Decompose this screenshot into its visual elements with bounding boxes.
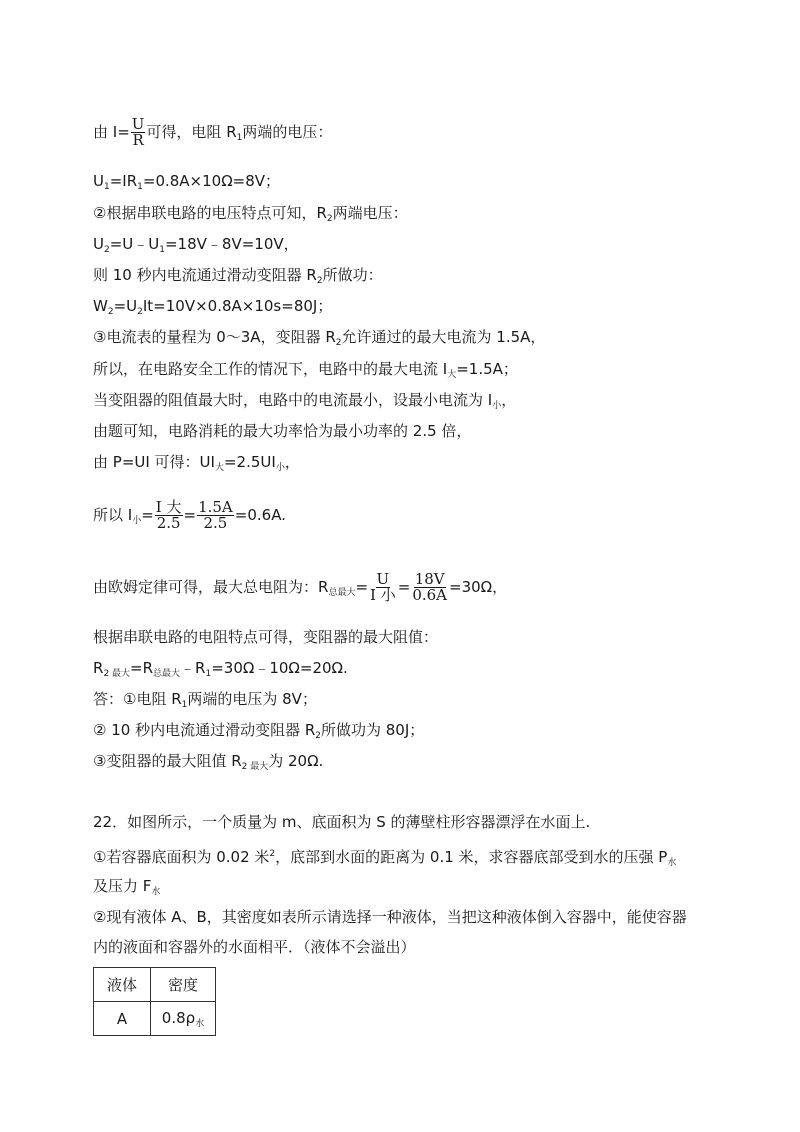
text: 两端的电压为 8V； xyxy=(187,690,317,708)
subscript: 1 xyxy=(159,245,165,255)
fraction-numerator: U xyxy=(376,570,390,588)
fraction-1-5a-over-2-5 xyxy=(197,500,234,531)
question-22-title xyxy=(93,812,590,832)
text-line-8 xyxy=(93,359,518,385)
text-line-3 xyxy=(93,203,408,229)
subscript: 2 xyxy=(315,731,321,741)
text: =2.5UI xyxy=(223,453,276,471)
text-line-2 xyxy=(93,171,280,197)
text: ﹣R xyxy=(180,659,206,677)
text: = xyxy=(141,506,154,524)
text: 0.8ρ xyxy=(161,1008,196,1027)
table-row xyxy=(94,1002,216,1036)
text-line-10 xyxy=(93,421,471,441)
text: 根据串联电路的电阻特点可得，变阻器的最大阻值： xyxy=(93,628,439,646)
text: 可得，电阻 R xyxy=(146,123,237,141)
subscript: 大 xyxy=(447,370,457,380)
subscript: 2 xyxy=(326,214,333,224)
text: 内的液面和容器外的水面相平．（液体不会溢出） xyxy=(93,938,416,956)
text: =R xyxy=(130,659,154,677)
fraction-u-over-imin xyxy=(369,572,397,603)
table-cell xyxy=(151,1002,216,1036)
text: 所做功： xyxy=(322,266,383,284)
text: 所以，在电路安全工作的情况下，电路中的最大电流 I xyxy=(93,360,448,378)
liquid-density-table xyxy=(93,967,216,1036)
text: =U﹣U xyxy=(109,235,160,253)
text-line-7 xyxy=(93,327,545,353)
subscript: 2 xyxy=(316,276,323,286)
subscript: 2 最大 xyxy=(103,669,131,679)
subscript: 1 xyxy=(236,133,243,143)
text-line-9 xyxy=(93,390,516,416)
subscript: 总最大 xyxy=(153,669,181,679)
subscript: 2 xyxy=(335,338,342,348)
text: 当变阻器的阻值最大时，电路中的电流最小，设最小电流为 I xyxy=(93,391,493,409)
text: It=10V×0.8A×10s=80J； xyxy=(142,297,333,315)
text-line-14 xyxy=(93,627,438,647)
subscript: 水 xyxy=(195,1018,205,1029)
text: ③变阻器的最大阻值 R xyxy=(93,752,242,770)
subscript: 1 xyxy=(137,182,143,192)
text: =30Ω﹣10Ω=20Ω. xyxy=(211,659,348,677)
text: ②现有液体 A、B，其密度如表所示请选择一种液体，当把这种液体倒入容器中，能使容器 xyxy=(93,908,687,926)
subscript: 1 xyxy=(205,669,212,679)
subscript: 水 xyxy=(151,887,161,897)
fraction-denominator: 2.5 xyxy=(203,514,228,532)
fraction-numerator: U xyxy=(131,115,145,133)
text: 所做功为 80J； xyxy=(321,721,425,739)
table-header-row xyxy=(94,968,216,1002)
text-line-12 xyxy=(93,500,286,531)
text-line-11 xyxy=(93,452,300,478)
fraction-numerator: I 大 xyxy=(155,498,182,516)
subscript: 小 xyxy=(132,516,142,526)
text: 则 10 秒内电流通过滑动变阻器 R xyxy=(93,266,317,284)
text: 22．如图所示，一个质量为 m、底面积为 S 的薄壁柱形容器漂浮在水面上. xyxy=(93,813,591,831)
subscript: 大 xyxy=(214,463,224,473)
text-line-15 xyxy=(93,658,348,684)
text-line-23 xyxy=(93,937,416,957)
text: W xyxy=(93,297,108,315)
text-line-6 xyxy=(93,296,332,322)
text-line-21 xyxy=(93,876,160,902)
text: =0.8A×10Ω=8V； xyxy=(142,172,281,190)
subscript: 2 xyxy=(137,307,143,317)
subscript: 1 xyxy=(181,700,188,710)
text-line-20 xyxy=(93,844,676,873)
text: =IR xyxy=(109,172,138,190)
table-cell: A xyxy=(94,1002,151,1036)
fraction-numerator: 1.5A xyxy=(198,498,233,516)
table-header-cell: 液体 xyxy=(94,968,151,1002)
fraction-denominator: R xyxy=(132,131,144,149)
text: 及压力 F xyxy=(93,877,152,895)
text-line-16 xyxy=(93,689,317,715)
fraction-u-over-r xyxy=(131,117,146,148)
subscript: 2 最大 xyxy=(241,762,269,772)
fraction-imax-over-2-5 xyxy=(155,500,183,531)
text-line-4 xyxy=(93,234,299,260)
text-line-22 xyxy=(93,907,687,927)
text: ， xyxy=(284,453,300,471)
text: ，底部到水面的距离为 0.1 米，求容器底部受到水的压强 P xyxy=(275,848,668,866)
text: =30Ω， xyxy=(449,578,508,596)
text: =18V﹣8V=10V， xyxy=(164,235,299,253)
text: =0.6A. xyxy=(234,506,286,524)
subscript: 总最大 xyxy=(328,588,356,598)
text: 答：①电阻 R xyxy=(93,690,182,708)
text: =1.5A； xyxy=(456,360,518,378)
subscript: 2 xyxy=(103,245,110,255)
text-line-1 xyxy=(93,117,332,148)
text: ③电流表的量程为 0～3A，变阻器 R xyxy=(93,328,336,346)
superscript: 2 xyxy=(269,849,276,859)
fraction-denominator: I 小 xyxy=(370,586,396,604)
text: 由题可知，电路消耗的最大功率恰为最小功率的 2.5 倍， xyxy=(93,422,472,440)
fraction-denominator: 0.6A xyxy=(412,586,447,604)
text: 由 I= xyxy=(93,123,130,141)
table-header-cell: 密度 xyxy=(151,968,216,1002)
text: =U xyxy=(113,297,138,315)
text: 两端的电压： xyxy=(242,123,333,141)
subscript: 1 xyxy=(103,182,110,192)
subscript: 水 xyxy=(667,858,677,868)
text-line-13 xyxy=(93,572,507,603)
text-line-17 xyxy=(93,720,424,746)
subscript: 小 xyxy=(275,463,285,473)
text: 由欧姆定律可得，最大总电阻为：R xyxy=(93,578,329,596)
text: U xyxy=(93,235,104,253)
text: ② 10 秒内电流通过滑动变阻器 R xyxy=(93,721,316,739)
fraction-numerator: 18V xyxy=(414,570,445,588)
fraction-18v-over-0-6a xyxy=(411,572,448,603)
text: = xyxy=(183,506,197,524)
text-line-18 xyxy=(93,751,323,777)
text: ②根据串联电路的电压特点可知，R xyxy=(93,204,327,222)
text: = xyxy=(397,578,411,596)
text-line-5 xyxy=(93,265,383,291)
subscript: 2 xyxy=(107,307,114,317)
fraction-denominator: 2.5 xyxy=(156,514,181,532)
text: 所以 I xyxy=(93,506,133,524)
text: 由 P=UI 可得：UI xyxy=(93,453,215,471)
text: 允许通过的最大电流为 1.5A， xyxy=(341,328,546,346)
text: ， xyxy=(501,391,517,409)
text: 两端电压： xyxy=(332,204,408,222)
text: R xyxy=(93,659,104,677)
text: = xyxy=(355,578,369,596)
text: ①若容器底面积为 0.02 米 xyxy=(93,848,270,866)
text: U xyxy=(93,172,104,190)
text: 为 20Ω. xyxy=(268,752,324,770)
subscript: 小 xyxy=(492,401,502,411)
